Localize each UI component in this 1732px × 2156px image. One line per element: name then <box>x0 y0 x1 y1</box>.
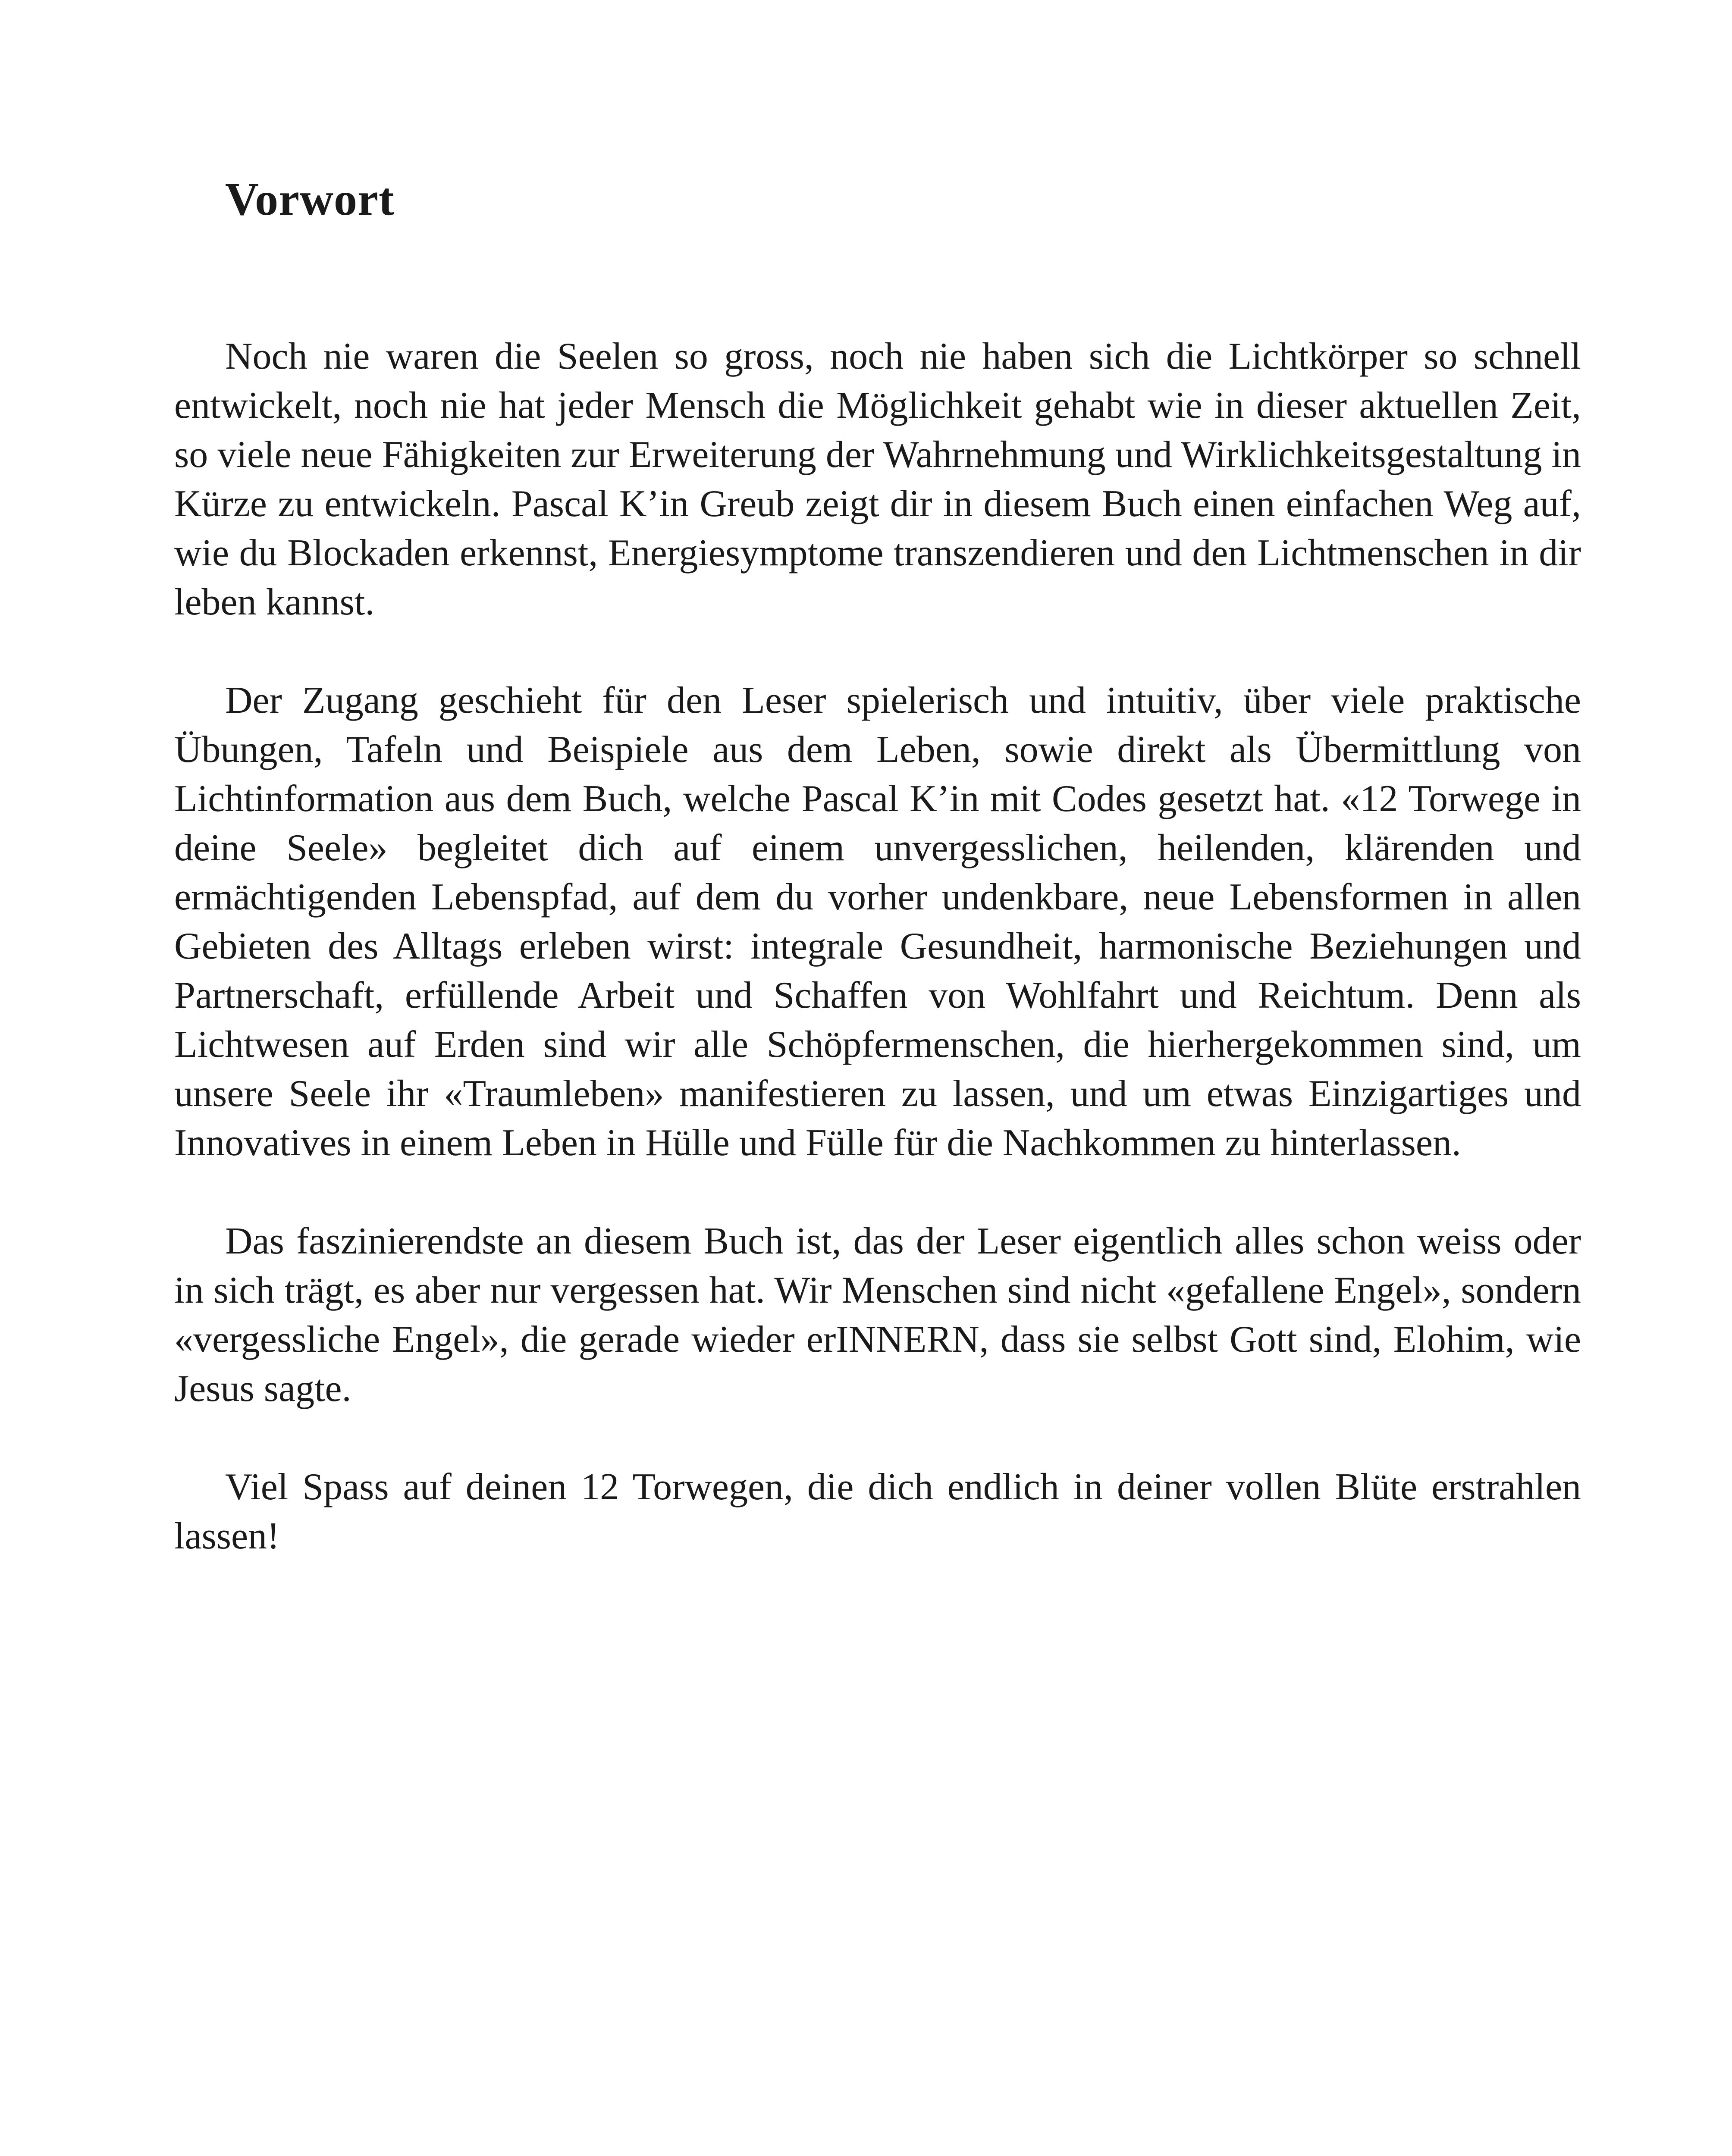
paragraph-2: Der Zugang geschieht für den Leser spielerisch und intuitiv, über viele praktische Übungen, Tafeln und Beispiele aus dem Leben, sowie direkt als Übermittlung von Lichtinformation aus dem Buch, welche Pascal K’in mit Codes gesetzt hat. «12 Torwege in deine Seele» begleitet dich auf einem unvergesslichen, heilenden, klärenden und ermächtigenden Lebenspfad, auf dem du vorher undenkbare, neue Lebensformen in allen Gebieten des Alltags erleben wirst: integrale Gesundheit, harmonische Beziehungen und Partnerschaft, erfüllende Arbeit und Schaffen von Wohlfahrt und Reichtum. Denn als Lichtwesen auf Erden sind wir alle Schöpfermenschen, die hierhergekommen sind, um unsere Seele ihr «Traumleben» manifestieren zu lassen, und um etwas Einzigartiges und Innovatives in einem Leben in Hülle und Fülle für die Nachkommen zu hinterlassen. <box>174 680 1581 1164</box>
paragraph-4: Viel Spass auf deinen 12 Torwegen, die dich endlich in deiner vollen Blüte erstrahlen lassen! <box>174 1466 1581 1557</box>
paragraph-1: Noch nie waren die Seelen so gross, noch nie haben sich die Lichtkörper so schnell entwickelt, noch nie hat jeder Mensch die Möglichkeit gehabt wie in dieser aktuellen Zeit, so viele neue Fähigkeiten zur Erweiterung der Wahrnehmung und Wirklichkeitsgestaltung in Kürze zu entwickeln. Pascal K’in Greub zeigt dir in diesem Buch einen einfachen Weg auf, wie du Blockaden erkennst, Energiesymptome transzendieren und den Lichtmenschen in dir leben kannst. <box>174 335 1581 623</box>
body-text <box>174 332 1581 1610</box>
page-heading: Vorwort <box>225 174 395 225</box>
paragraph-3: Das faszinierendste an diesem Buch ist, das der Leser eigentlich alles schon weiss oder in sich trägt, es aber nur vergessen hat. Wir Menschen sind nicht «gefallene Engel», sondern «vergessliche Engel», die gerade wieder erINNERN, dass sie selbst Gott sind, Elohim, wie Jesus sagte. <box>174 1220 1581 1410</box>
